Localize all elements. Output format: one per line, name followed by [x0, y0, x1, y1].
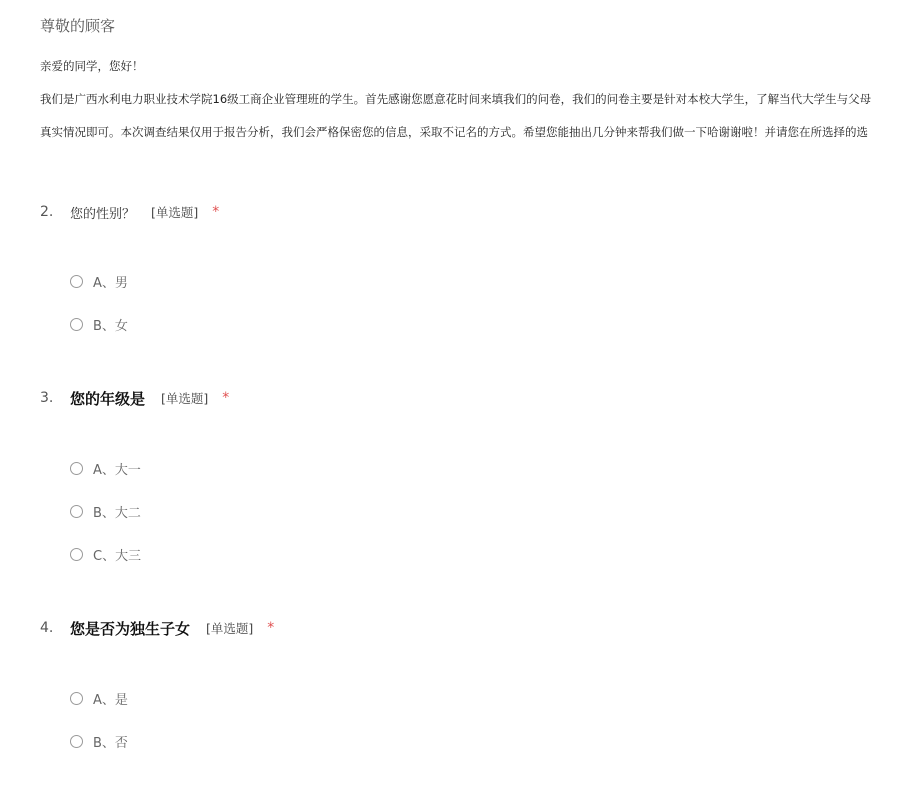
option-label: B、女 — [93, 318, 128, 334]
question-title: 您的性别？ — [70, 206, 136, 222]
radio-unchecked-icon[interactable] — [70, 462, 83, 475]
radio-unchecked-icon[interactable] — [70, 275, 83, 288]
question-number: 2. — [40, 204, 54, 220]
option-junior[interactable] — [70, 544, 141, 564]
option-label: A、男 — [93, 275, 128, 291]
intro-paragraph-line-1: 我们是广西水利电力职业技术学院16级工商企业管理班的学生。首先感谢您愿意花时间来填我们的问卷，我们的问卷主要是针对本校大学生，了解当代大学生与父母 — [40, 92, 872, 106]
required-marker: * — [222, 390, 230, 406]
radio-unchecked-icon[interactable] — [70, 735, 83, 748]
option-no[interactable] — [70, 731, 128, 751]
question-type-label: [单选题] — [151, 205, 199, 220]
question-title: 您的年级是 — [70, 389, 146, 408]
option-freshman[interactable] — [70, 458, 141, 478]
radio-unchecked-icon[interactable] — [70, 505, 83, 518]
option-female[interactable] — [70, 314, 128, 334]
question-type-label: [单选题] — [206, 621, 254, 636]
option-label: B、否 — [93, 735, 128, 751]
page-title: 尊敬的顾客 — [40, 17, 116, 35]
intro-greeting: 亲爱的同学，您好！ — [40, 59, 144, 73]
option-sophomore[interactable] — [70, 501, 141, 521]
question-header — [40, 386, 229, 410]
question-title: 您是否为独生子女 — [70, 619, 191, 638]
option-label: B、大二 — [93, 505, 141, 521]
question-number: 4. — [40, 620, 54, 636]
option-label: C、大三 — [93, 548, 142, 564]
option-label: A、大一 — [93, 462, 141, 478]
option-label: A、是 — [93, 692, 128, 708]
option-yes[interactable] — [70, 688, 128, 708]
question-header — [40, 616, 274, 640]
required-marker: * — [212, 204, 220, 220]
radio-unchecked-icon[interactable] — [70, 692, 83, 705]
intro-paragraph-line-2: 真实情况即可。本次调查结果仅用于报告分析，我们会严格保密您的信息，采取不记名的方式。希望您能抽出几分钟来帮我们做一下哈谢谢啦！并请您在所选择的选 — [40, 125, 868, 139]
question-type-label: [单选题] — [161, 391, 209, 406]
radio-unchecked-icon[interactable] — [70, 318, 83, 331]
radio-unchecked-icon[interactable] — [70, 548, 83, 561]
option-male[interactable] — [70, 271, 128, 291]
question-header — [40, 200, 219, 224]
required-marker: * — [267, 620, 275, 636]
question-number: 3. — [40, 390, 54, 406]
